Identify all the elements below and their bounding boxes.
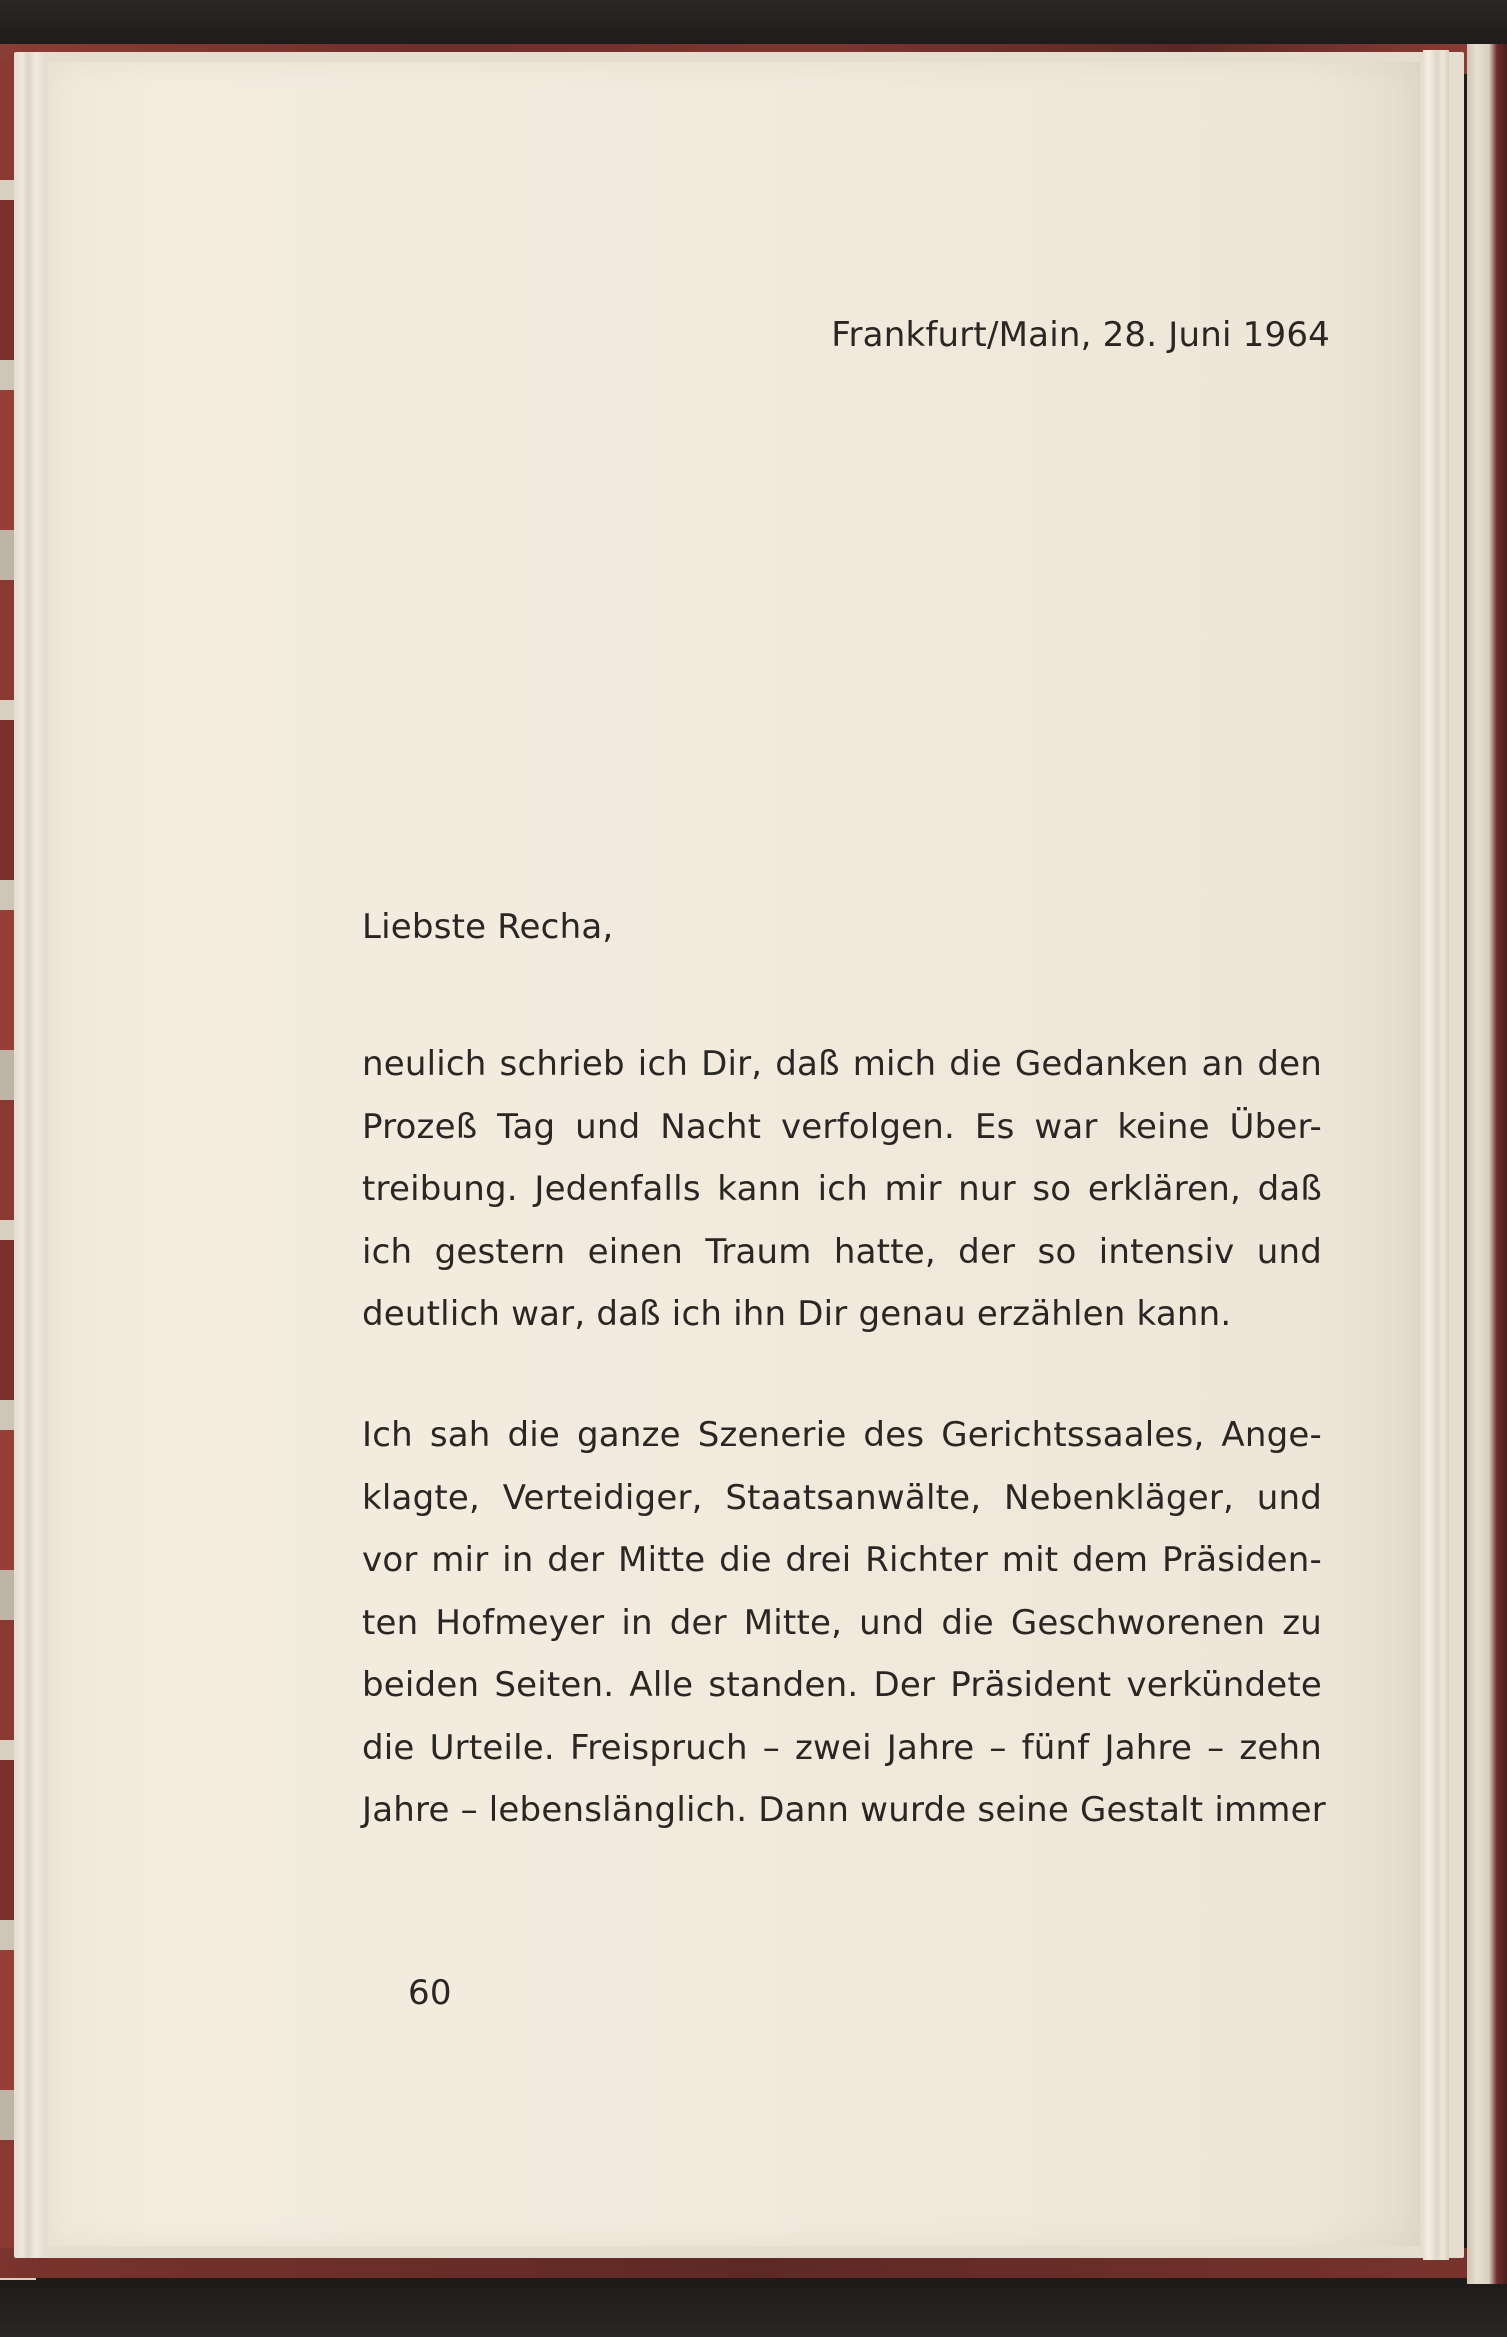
- book-cover-right-edge: [1467, 44, 1507, 2284]
- paragraph-line: ich gestern einen Traum hatte, der so intensiv und: [362, 1231, 1322, 1272]
- page-gutter: [1423, 50, 1449, 2260]
- paragraph-line: klagte, Verteidiger, Staatsanwälte, Nebenkläger, und: [362, 1477, 1322, 1518]
- letter-salutation: Liebste Recha,: [362, 907, 614, 947]
- paragraph-line: die Urteile. Freispruch – zwei Jahre – fünf Jahre – zehn: [362, 1727, 1322, 1768]
- page-number: 60: [408, 1973, 452, 2013]
- paragraph-line: deutlich war, daß ich ihn Dir genau erzählen kann.: [362, 1294, 1232, 1334]
- paragraph-line: treibung. Jedenfalls kann ich mir nur so erklären, daß: [362, 1169, 1322, 1209]
- paragraph-line: vor mir in der Mitte die drei Richter mit dem Präsiden-: [362, 1540, 1322, 1580]
- paragraph-line: neulich schrieb ich Dir, daß mich die Gedanken an den: [362, 1044, 1322, 1084]
- paragraph-line: ten Hofmeyer in der Mitte, und die Geschworenen zu: [362, 1602, 1322, 1643]
- paragraph-line: beiden Seiten. Alle standen. Der Präsident verkündete: [362, 1665, 1322, 1705]
- paragraph-line: Ich sah die ganze Szenerie des Gerichtssaales, Ange-: [362, 1415, 1322, 1455]
- letter-paragraph-1: [362, 1033, 1322, 1346]
- letter-date-line: Frankfurt/Main, 28. Juni 1964: [831, 315, 1330, 355]
- letter-paragraph-2: [362, 1404, 1326, 1842]
- paragraph-line: Jahre – lebenslänglich. Dann wurde seine Gestalt immer: [362, 1790, 1326, 1830]
- paragraph-line: Prozeß Tag und Nacht verfolgen. Es war keine Über-: [362, 1106, 1322, 1147]
